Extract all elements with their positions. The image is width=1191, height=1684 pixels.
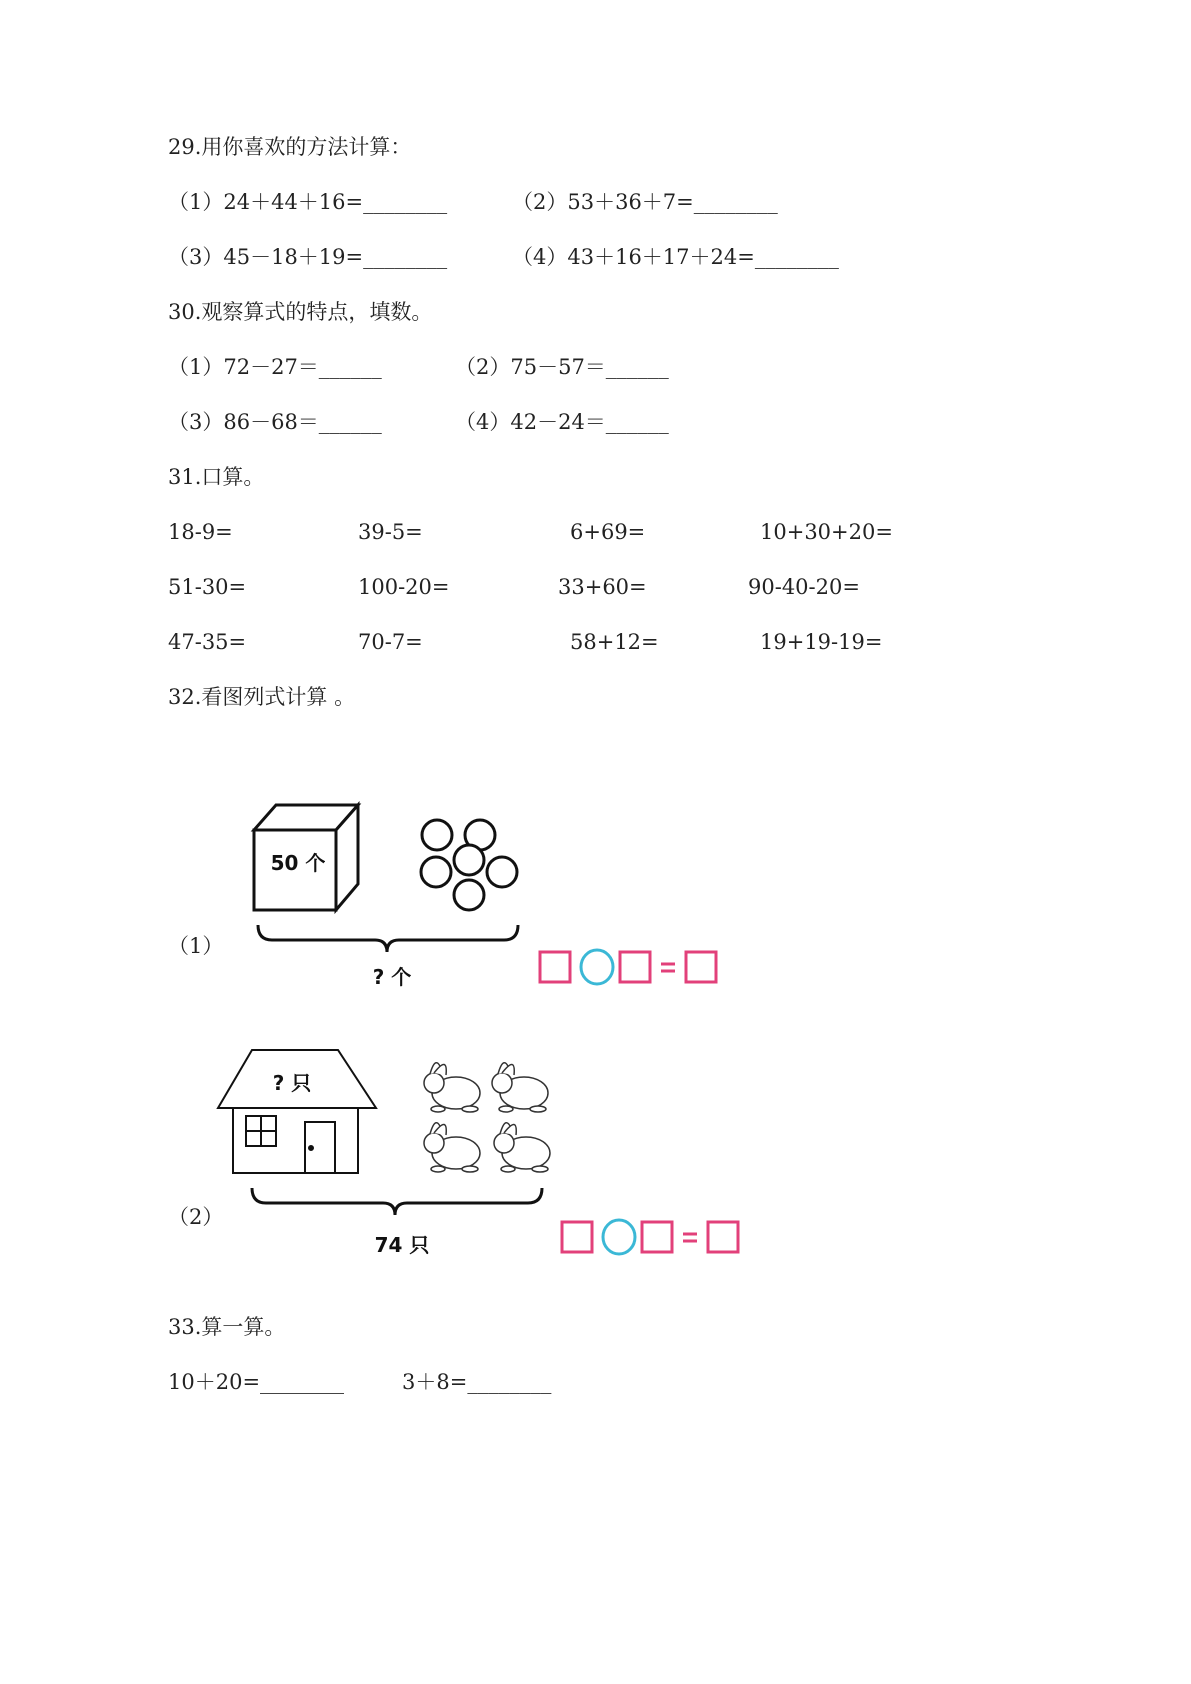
q31-item: 10+30+20= <box>760 520 893 544</box>
circles-icon <box>421 820 517 910</box>
q31-item: 6+69= <box>570 520 646 544</box>
q31-item: 51-30= <box>168 575 247 599</box>
q31-item: 18-9= <box>168 520 233 544</box>
q29-item-4: （4）43＋16＋17＋24=________ <box>512 245 839 269</box>
equation-template <box>540 950 716 984</box>
q31-item: 33+60= <box>558 575 647 599</box>
cube-label: 50 个 <box>270 851 326 875</box>
brace-icon <box>252 1188 542 1215</box>
q29-item-3: （3）45－18＋19=________ <box>168 245 448 269</box>
equation-template <box>562 1220 738 1254</box>
q32-figure-2 <box>210 1040 750 1265</box>
q30-item-4: （4）42－24＝______ <box>455 410 669 434</box>
q30-title: 30.观察算式的特点，填数。 <box>168 300 433 324</box>
q32-part2-label: （2） <box>168 1205 224 1229</box>
total-label: 74 只 <box>374 1233 430 1257</box>
q31-item: 90-40-20= <box>748 575 860 599</box>
rabbits-icon <box>424 1063 550 1172</box>
brace-icon <box>258 925 518 952</box>
q29-title: 29.用你喜欢的方法计算： <box>168 135 412 159</box>
q30-item-3: （3）86－68＝______ <box>168 410 382 434</box>
q32-part1-label: （1） <box>168 934 224 958</box>
house-icon <box>218 1050 376 1173</box>
q29-item-1: （1）24＋44＋16=________ <box>168 190 448 214</box>
q30-item-2: （2）75－57＝______ <box>455 355 669 379</box>
q33-item-1: 10＋20=________ <box>168 1370 345 1394</box>
house-label: ? 只 <box>272 1071 312 1095</box>
q32-title: 32.看图列式计算 。 <box>168 685 356 709</box>
q30-item-1: （1）72－27＝______ <box>168 355 382 379</box>
q31-item: 39-5= <box>358 520 423 544</box>
q32-figure-1 <box>210 800 740 1000</box>
total-label: ? 个 <box>372 965 412 989</box>
q31-item: 19+19-19= <box>760 630 883 654</box>
q29-item-2: （2）53＋36＋7=________ <box>512 190 778 214</box>
q33-title: 33.算一算。 <box>168 1315 286 1339</box>
q33-item-2: 3＋8=________ <box>402 1370 552 1394</box>
q31-item: 100-20= <box>358 575 450 599</box>
q31-title: 31.口算。 <box>168 465 265 489</box>
q31-item: 70-7= <box>358 630 423 654</box>
q31-item: 47-35= <box>168 630 247 654</box>
q31-item: 58+12= <box>570 630 659 654</box>
